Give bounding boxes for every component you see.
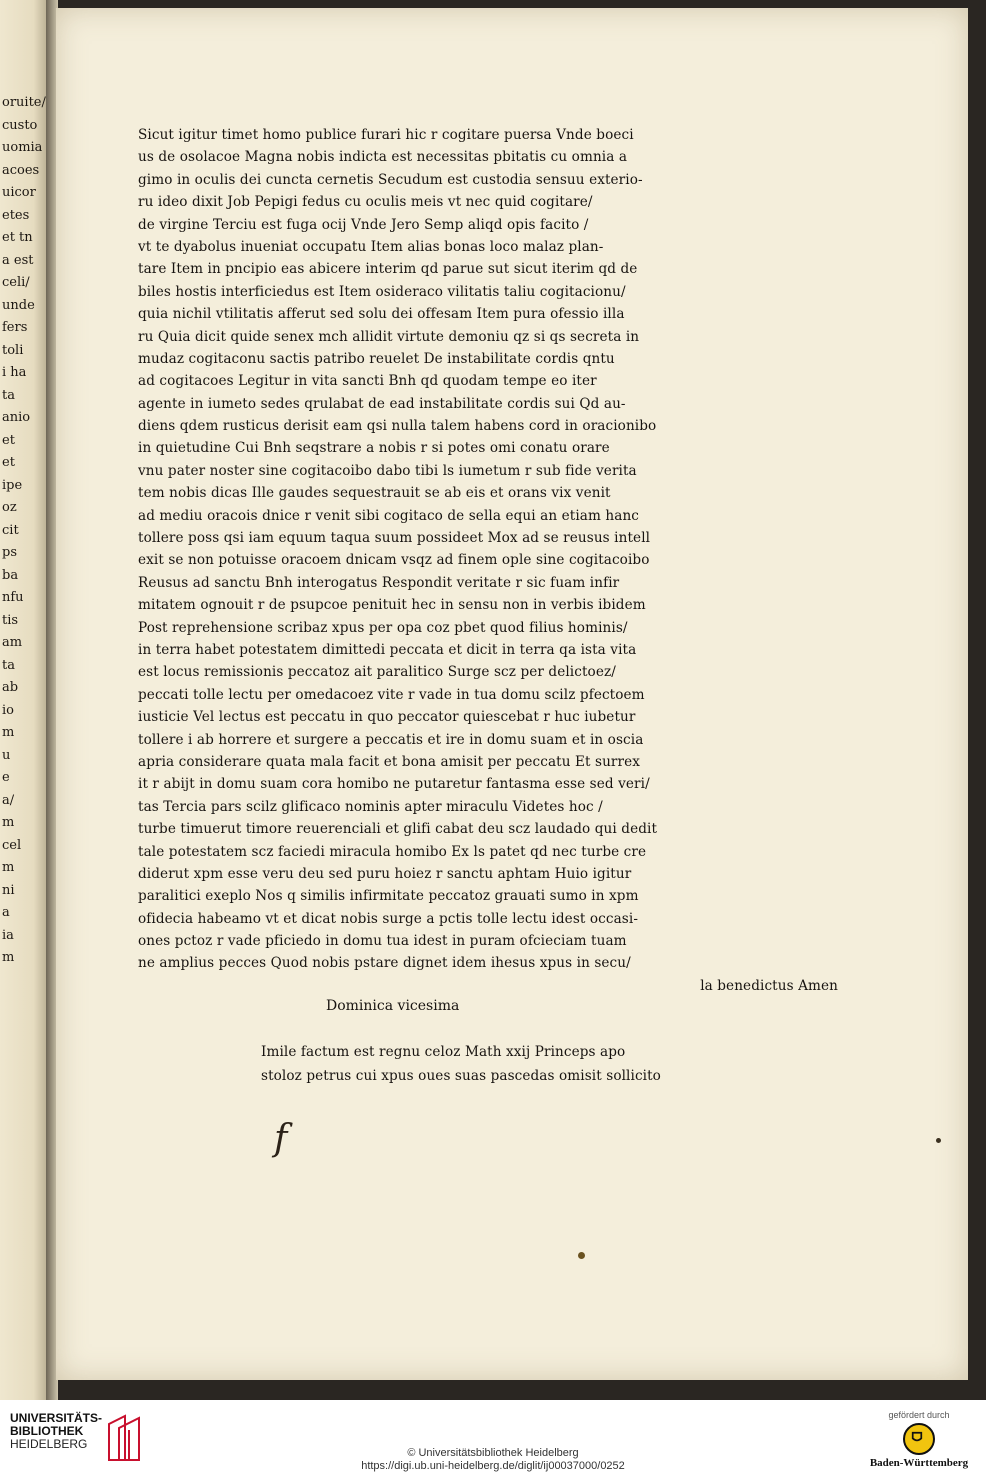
text-line: gimo in oculis dei cuncta cernetis Secudum est custodia sensuu exterio-	[138, 171, 643, 188]
logo-line: HEIDELBERG	[10, 1437, 88, 1451]
left-page-fragment: ni	[2, 882, 15, 898]
left-page-fragment: ipe	[2, 477, 23, 493]
left-page-fragment: u	[2, 747, 11, 763]
left-page-fragment: ia	[2, 927, 14, 943]
sponsor-block[interactable]	[864, 1410, 974, 1469]
left-page-fragment: a est	[2, 252, 34, 268]
text-line: tem nobis dicas Ille gaudes sequestrauit se ab eis et orans vix venit	[138, 485, 611, 502]
text-line: est locus remissionis peccatoz ait paralitico Surge scz per delictoez/	[138, 664, 616, 681]
left-page-fragment: ta	[2, 387, 15, 403]
text-line: peccati tolle lectu per omedacoez vite r vade in tua domu scilz pfectoem	[138, 686, 645, 703]
margin-mark: f	[274, 1118, 288, 1159]
left-page-fragment: ba	[2, 567, 19, 583]
text-line: agente in iumeto sedes qrulabat de ead instabilitate cordis sui Qd au-	[138, 395, 626, 412]
left-page-fragment: uicor	[2, 185, 36, 200]
section-heading: Dominica vicesima	[326, 998, 460, 1014]
page-url[interactable]: https://digi.ub.uni-heidelberg.de/diglit/ij00037000/0252	[361, 1460, 625, 1472]
paper-spot	[936, 1138, 941, 1143]
text-line: tare Item in pncipio eas abicere interim qd parue sut sicut iterim qd de	[138, 261, 638, 278]
left-page-fragment: ta	[2, 657, 15, 673]
manuscript-page	[56, 8, 968, 1380]
section-two-text	[261, 1040, 841, 1088]
left-page-fragment: nfu	[2, 590, 24, 605]
text-line: us de osolacoe Magna nobis indicta est necessitas pbitatis cu omnia a	[138, 149, 628, 166]
text-line: ad cogitacoes Legitur in vita sancti Bnh qd quodam tempe eo iter	[138, 373, 597, 390]
text-line: biles hostis interficiedus est Item osideraco vilitatis taliu cogitacionu/	[138, 283, 626, 300]
text-line: ofidecia habeamo vt et dicat nobis surge a pctis tolle lectu idest occasi-	[138, 910, 639, 927]
text-line: ad mediu oracois dnice r venit sibi cogitaco de sella equi an etiam hanc	[138, 507, 640, 524]
left-page-fragment: et	[2, 432, 15, 448]
left-page-fragment: m	[2, 725, 15, 740]
left-page-fragment: cel	[2, 837, 22, 853]
text-line: vnu pater noster sine cogitacoibo dabo tibi ls iumetum r sub fide verita	[138, 462, 637, 479]
left-page-fragment: etes	[2, 207, 30, 223]
text-line: tollere i ab horrere et surgere a peccatis et ire in domu suam et in oscia	[138, 731, 644, 748]
text-line: in quietudine Cui Bnh seqstrare a nobis r si potes omi conatu orare	[138, 440, 610, 457]
logo-line: UNIVERSITÄTS-	[10, 1411, 103, 1425]
left-page-fragment: io	[2, 702, 14, 718]
left-page-fragment: m	[2, 860, 15, 875]
text-line: Reusus ad sanctu Bnh interogatus Respondit veritate r sic fuam infir	[138, 574, 620, 591]
left-page-fragment: m	[2, 815, 15, 830]
text-line: vt te dyabolus inueniat occupatu Item alias bonas loco malaz plan-	[138, 238, 604, 255]
sponsor-label: gefördert durch	[888, 1410, 950, 1420]
text-line: Imile factum est regnu celoz Math xxij Princeps apo	[261, 1044, 626, 1060]
left-page-fragment: et tn	[2, 230, 33, 245]
text-line: tas Tercia pars scilz glificaco nominis apter miraculu Videtes hoc /	[138, 798, 603, 815]
left-page-fragment: ab	[2, 680, 19, 695]
main-text-block	[138, 124, 838, 997]
left-page-fragment: oz	[2, 500, 17, 515]
left-page-fragment: cit	[2, 522, 19, 538]
text-line: turbe timuerut timore reuerenciali et glifi cabat deu scz laudado qui dedit	[138, 821, 658, 838]
text-line: apria considerare quata mala facit et bona amisit per peccatu Et surrex	[138, 753, 641, 770]
state-seal-icon	[903, 1423, 935, 1455]
left-page-fragment: anio	[2, 410, 31, 425]
text-line: diderut xpm esse veru deu sed puru hoiez r sanctu aphtam Huio igitur	[138, 865, 632, 882]
copyright-text: © Universitätsbibliothek Heidelberg	[407, 1447, 579, 1459]
text-line: quia nichil vtilitatis afferut sed solu dei offesam Item pura ofessio illa	[138, 306, 625, 323]
text-line: mudaz cogitaconu sactis patribo reuelet De instabilitate cordis qntu	[138, 350, 615, 367]
left-page-fragment: a	[2, 905, 10, 920]
left-page-fragment: am	[2, 635, 23, 650]
left-page-fragment: celi/	[2, 275, 30, 290]
text-line: ne amplius pecces Quod nobis pstare dignet idem ihesus xpus in secu/	[138, 955, 631, 972]
text-line: stoloz petrus cui xpus oues suas pascedas omisit sollicito	[261, 1068, 661, 1084]
text-line: Sicut igitur timet homo publice furari hic r cogitare puersa Vnde boeci	[138, 127, 634, 143]
logo-line: BIBLIOTHEK	[10, 1424, 84, 1438]
left-page-fragment: m	[2, 950, 15, 965]
text-line: Post reprehensione scribaz xpus per opa coz pbet quod filius hominis/	[138, 619, 628, 636]
left-page-fragment: uomia	[2, 140, 43, 155]
text-line: paralitici exeplo Nos q similis infirmitate peccatoz grauati sumo in xpm	[138, 888, 639, 905]
left-page-fragment: ps	[2, 545, 17, 560]
left-page-fragment: et	[2, 455, 15, 470]
text-line: exit se non potuisse oracoem dnicam vsqz ad finem ople sine cogitacoibo	[138, 552, 650, 569]
text-line: iusticie Vel lectus est peccatu in quo peccator quiescebat r huc iubetur	[138, 709, 636, 726]
left-page-fragment: tis	[2, 612, 19, 628]
text-line: mitatem ognouit r de psupcoe penituit hec in sensu non in verbis ibidem	[138, 597, 646, 614]
left-page-fragment: fers	[2, 320, 28, 335]
text-line: tale potestatem scz faciedi miracula homibo Ex ls patet qd nec turbe cre	[138, 843, 647, 860]
text-line: de virgine Terciu est fuga ocij Vnde Jero Semp aliqd opis facito /	[138, 216, 589, 233]
left-page-fragment: acoes	[2, 162, 40, 178]
closing-line: la benedictus Amen	[700, 977, 838, 994]
text-line: tollere poss qsi iam equum taqua suum possideet Mox ad se reusus intell	[138, 530, 651, 547]
text-line: ru Quia dicit quide senex mch allidit virtute demoniu qz si qs secreta in	[138, 328, 640, 345]
left-page-fragment: oruite/	[2, 95, 46, 110]
left-page-fragment: toli	[2, 342, 24, 358]
left-page-fragment: unde	[2, 297, 35, 313]
text-line: it r abijt in domu suam cora homibo ne putaretur fantasma esse sed veri/	[138, 776, 650, 793]
sponsor-name: Baden-Württemberg	[869, 1457, 969, 1469]
text-line: in terra habet potestatem dimittedi peccata et dicit in terra qa ista vita	[138, 641, 637, 658]
left-page-fragment: custo	[2, 117, 38, 133]
left-page-edge	[0, 0, 48, 1400]
left-page-fragment: a/	[2, 792, 15, 808]
paper-spot	[578, 1252, 585, 1259]
left-page-fragment: e	[2, 770, 10, 785]
viewer-footer	[0, 1400, 986, 1476]
text-line: diens qdem rusticus derisit eam qsi nulla talem habens cord in oracionibo	[138, 418, 657, 435]
left-page-fragment: i ha	[2, 365, 27, 380]
text-line: ones pctoz r vade pficiedo in domu tua idest in puram ofcieciam tuam	[138, 933, 627, 950]
text-line: ru ideo dixit Job Pepigi fedus cu oculis meis vt nec quid cogitare/	[138, 194, 593, 211]
